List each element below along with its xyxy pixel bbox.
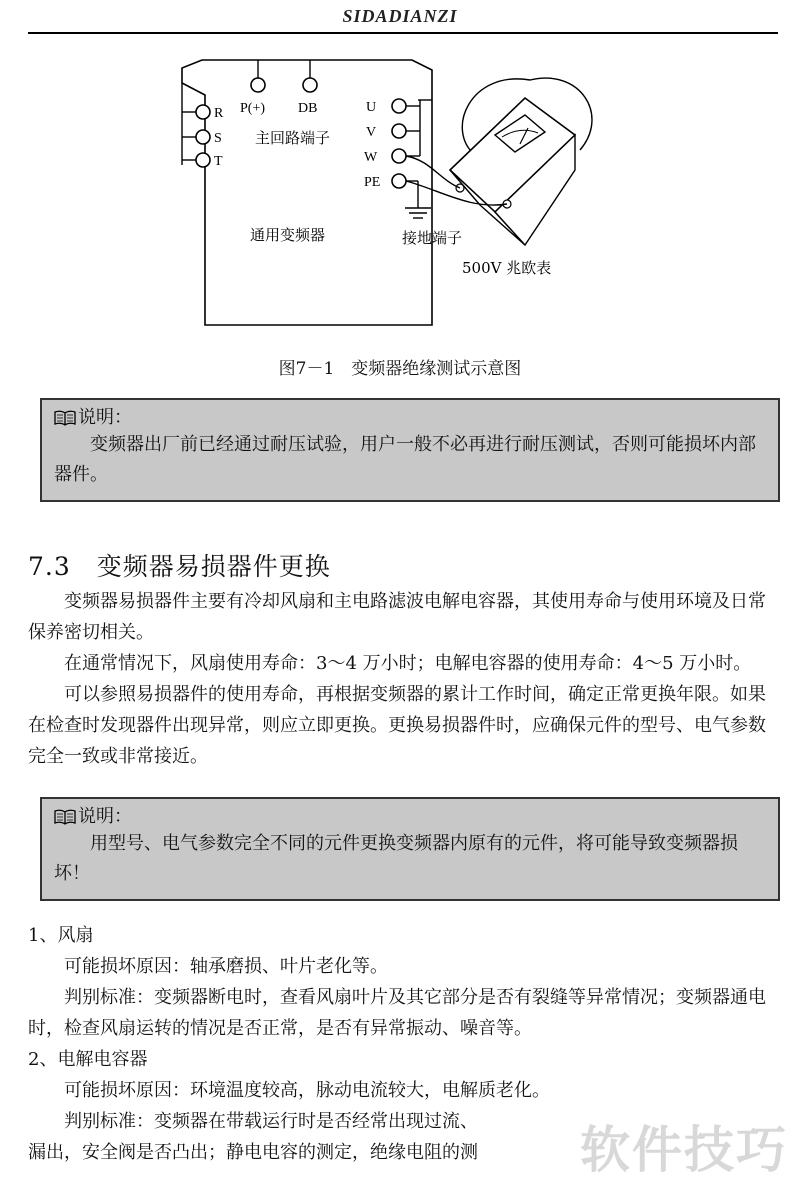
label-r: R — [214, 106, 224, 121]
section-title: 7.3 变频器易损器件更换 — [28, 552, 331, 581]
label-t: T — [214, 154, 223, 169]
label-db: DB — [298, 101, 318, 116]
label-w: W — [364, 150, 378, 165]
item-criterion: 判别标准：变频器断电时，查看风扇叶片及其它部分是否有裂缝等异常情况；变频器通电时，检查风扇运转的情况是否正常，是否有异常振动、噪音等。 — [28, 987, 766, 1039]
item-heading-fan: 1、风扇 — [28, 925, 94, 946]
terminal-v — [392, 124, 406, 138]
label-main-terminal: 主回路端子 — [255, 129, 331, 147]
book-icon — [54, 809, 76, 825]
terminal-w — [392, 149, 406, 163]
note-text: 用型号、电气参数完全不同的元件更换变频器内原有的元件，将可能导致变频器损坏！ — [54, 833, 738, 884]
label-u: U — [366, 100, 377, 115]
watermark: 软件技巧 — [580, 1121, 788, 1179]
header-title: SIDADIANZI — [342, 6, 458, 26]
page-header — [0, 0, 800, 34]
figure-caption: 图7－1 变频器绝缘测试示意图 — [278, 359, 522, 379]
label-pe: PE — [364, 175, 381, 190]
terminal-p-plus — [251, 78, 265, 92]
paragraph: 可以参照易损器件的使用寿命，再根据变频器的累计工作时间，确定正常更换年限。如果在检查时发现器件出现异常，则应立即更换。更换易损器件时，应确保元件的型号、电气参数完全一致或非常接近。 — [28, 684, 766, 767]
terminal-s — [196, 130, 210, 144]
paragraph: 在通常情况下，风扇使用寿命：3～4 万小时；电解电容器的使用寿命：4～5 万小时。 — [64, 653, 752, 674]
note-header — [54, 406, 766, 430]
item-criterion-cont: 漏出，安全阀是否凸出；静电电容的测定，绝缘电阻的测 — [28, 1142, 478, 1163]
insulation-test-diagram — [150, 40, 630, 340]
note-header — [54, 805, 766, 829]
label-megohmmeter: 500V 兆欧表 — [462, 259, 552, 277]
book-icon — [54, 410, 76, 426]
paragraph: 变频器易损器件主要有冷却风扇和主电路滤波电解电容器，其使用寿命与使用环境及日常保养密切相关。 — [28, 591, 766, 643]
section-body — [28, 586, 780, 772]
terminal-t — [196, 153, 210, 167]
terminal-pe — [392, 174, 406, 188]
item-cause: 可能损坏原因：环境温度较高，脉动电流较大，电解质老化。 — [64, 1080, 550, 1101]
label-p-plus: P(+) — [240, 101, 266, 116]
item-criterion: 判别标准：变频器在带载运行时是否经常出现过流、 — [64, 1111, 478, 1132]
note-label: 说明： — [78, 407, 132, 428]
label-inverter: 通用变频器 — [250, 226, 326, 244]
note-text: 变频器出厂前已经通过耐压试验，用户一般不必再进行耐压测试，否则可能损坏内部器件。 — [54, 434, 756, 485]
label-v: V — [366, 125, 377, 140]
item-heading-capacitor: 2、电解电容器 — [28, 1049, 148, 1070]
megohmmeter-icon — [450, 78, 592, 245]
label-ground-terminal: 接地端子 — [402, 229, 463, 247]
terminal-r — [196, 105, 210, 119]
terminal-u — [392, 99, 406, 113]
item-cause: 可能损坏原因：轴承磨损、叶片老化等。 — [64, 956, 388, 977]
terminal-db — [303, 78, 317, 92]
header-rule — [28, 32, 778, 34]
note-label: 说明： — [78, 806, 132, 827]
note-box-2 — [40, 797, 780, 901]
note-box-1 — [40, 398, 780, 502]
label-s: S — [214, 131, 222, 146]
